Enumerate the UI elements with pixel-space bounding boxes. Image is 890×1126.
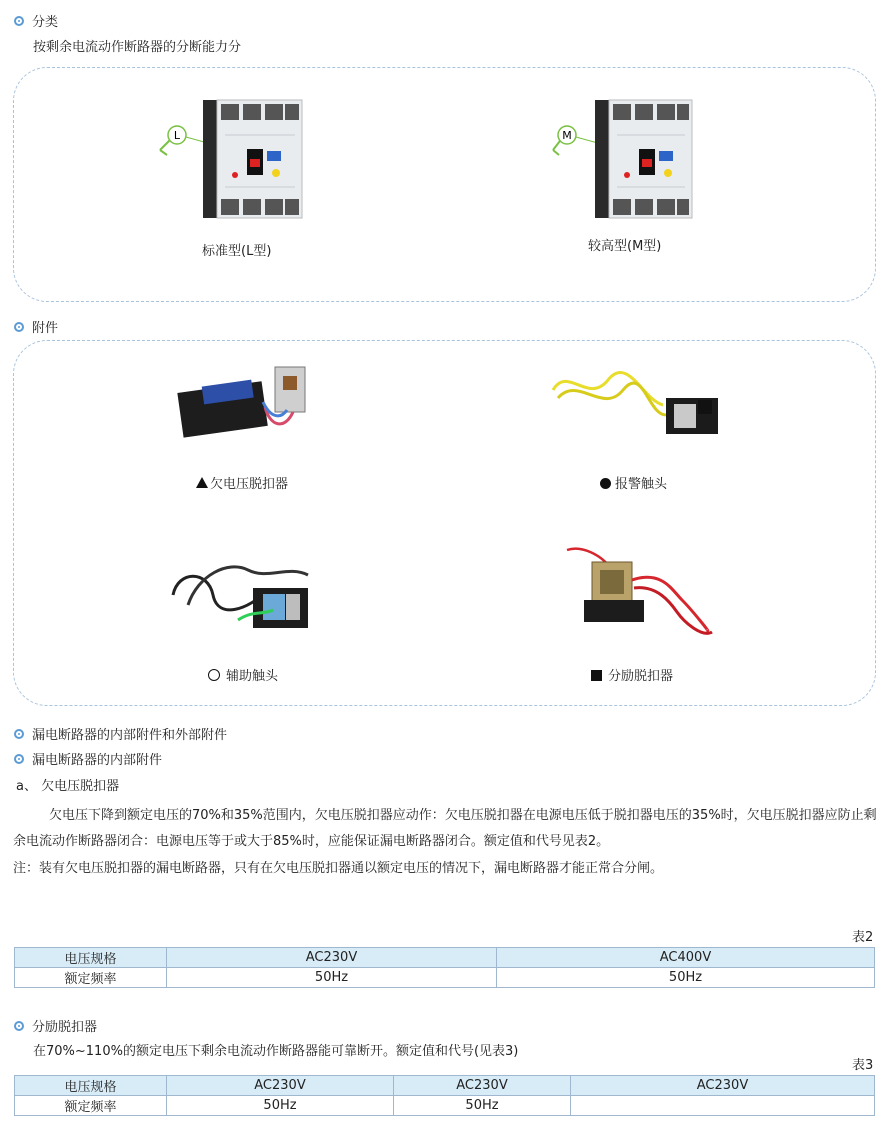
table-cell: 50Hz [394, 1096, 571, 1116]
accessories-panel [13, 340, 876, 706]
undervoltage-release-caption: 欠电压脱扣器 [196, 473, 288, 492]
table-cell: 50Hz [167, 1096, 394, 1116]
shunt-heading: 分励脱扣器 [14, 1016, 97, 1035]
triangle-icon [196, 477, 208, 488]
shunt-release-caption: 分励脱扣器 [591, 665, 673, 684]
bullet-circle-icon [14, 322, 24, 332]
table2-label: 表2 [852, 930, 874, 945]
alarm-contact-image [548, 360, 728, 450]
filled-circle-icon [600, 478, 611, 489]
table-cell: AC230V [167, 948, 497, 968]
bullet-circle-icon [14, 16, 24, 26]
accessories-heading-text: 附件 [32, 321, 59, 336]
table-row [15, 1096, 875, 1116]
breaker-m-badge: M [562, 129, 572, 142]
open-circle-icon [208, 669, 220, 681]
table-row [15, 948, 875, 968]
auxiliary-contact-image [168, 550, 328, 640]
auxiliary-contact-caption: 辅助触头 [208, 665, 278, 684]
undervoltage-paragraph: 欠电压下降到额定电压的70%和35%范围内，欠电压脱扣器应动作：欠电压脱扣器在电源电压低于脱扣器电压的35%时，欠电压脱扣器应防止剩余电流动作断路器闭合：电源电压等于或大于85%时，应能保证漏电断路器闭合。额定值和代号见表2。 [13, 808, 877, 849]
square-icon [591, 670, 602, 681]
table-cell: AC230V [571, 1076, 875, 1096]
table-cell: 50Hz [497, 968, 875, 988]
internal-heading: 漏电断路器的内部附件 [14, 749, 162, 768]
table-row [15, 968, 875, 988]
classification-panel [13, 67, 876, 302]
shunt-text: 在70%~110%的额定电压下剩余电流动作断路器能可靠断开。额定值和代号(见表3) [33, 1044, 519, 1059]
breaker-l-caption: 标准型(L型) [202, 244, 272, 259]
table-cell: 50Hz [167, 968, 497, 988]
classification-heading-text: 分类 [32, 15, 59, 30]
table-cell: AC230V [167, 1076, 394, 1096]
table-cell [571, 1096, 875, 1116]
note-paragraph: 注：装有欠电压脱扣器的漏电断路器，只有在欠电压脱扣器通以额定电压的情况下，漏电断路器才能正常合分闸。 [13, 861, 664, 876]
bullet-circle-icon [14, 754, 24, 764]
sub-heading-a: a、 欠电压脱扣器 [16, 779, 120, 794]
table3-label: 表3 [852, 1058, 874, 1073]
table-cell: AC230V [394, 1076, 571, 1096]
table-cell: AC400V [497, 948, 875, 968]
table-cell: 额定频率 [15, 1096, 167, 1116]
classification-heading [14, 11, 58, 30]
breaker-m-caption: 较高型(M型) [588, 239, 662, 254]
bullet-circle-icon [14, 1021, 24, 1031]
breaker-l-badge: L [173, 129, 181, 142]
table-cell: 额定频率 [15, 968, 167, 988]
undervoltage-release-image [175, 362, 325, 442]
table-cell: 电压规格 [15, 948, 167, 968]
accessories-heading [14, 317, 58, 336]
internal-external-heading: 漏电断路器的内部附件和外部附件 [14, 724, 227, 743]
table-row [15, 1076, 875, 1096]
table-cell: 电压规格 [15, 1076, 167, 1096]
table2 [14, 947, 875, 988]
breaker-l-image [155, 95, 305, 220]
shunt-release-image [562, 540, 722, 640]
table3 [14, 1075, 875, 1116]
classification-subtitle: 按剩余电流动作断路器的分断能力分 [33, 40, 242, 55]
bullet-circle-icon [14, 729, 24, 739]
alarm-contact-caption: 报警触头 [600, 473, 667, 492]
breaker-m-image [545, 95, 695, 220]
